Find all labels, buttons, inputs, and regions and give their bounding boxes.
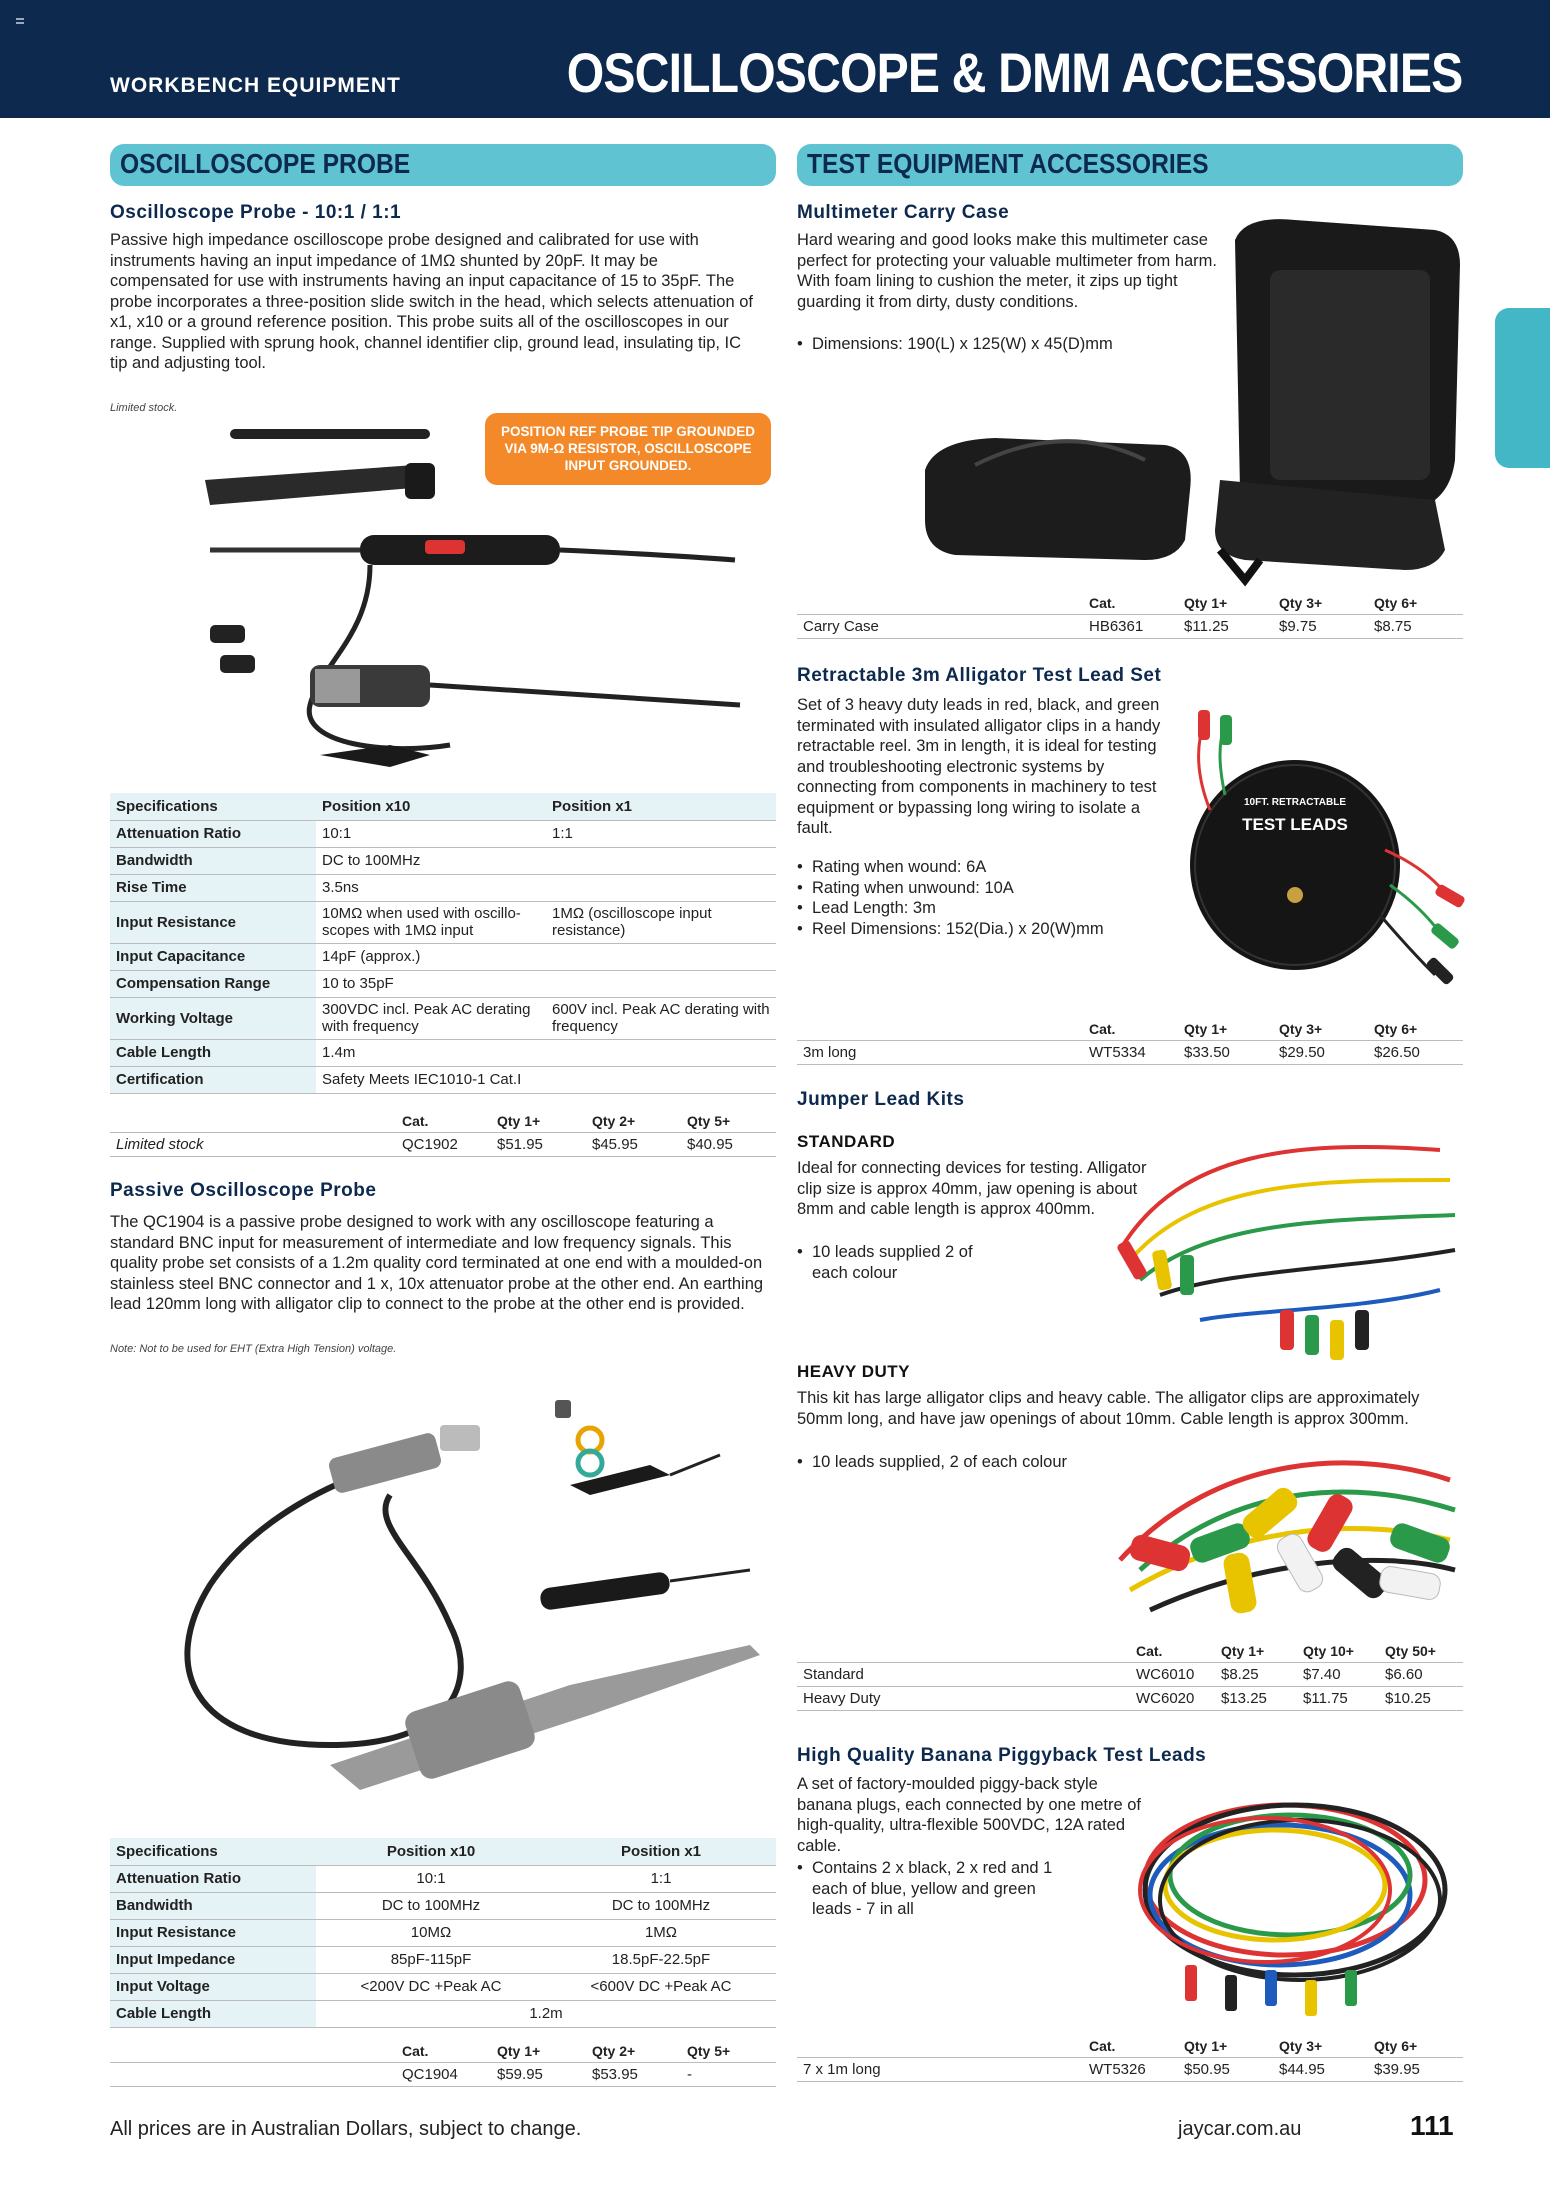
spec-value: 1MΩ <box>546 1919 776 1946</box>
spec-label: Input Impedance <box>110 1946 316 1973</box>
reel-label-big: TEST LEADS <box>1242 815 1348 834</box>
header-cell: Qty 3+ <box>1279 1020 1323 1037</box>
price-cell: $11.75 <box>1297 1686 1379 1710</box>
table-row <box>110 1865 776 1892</box>
table-row <box>110 970 776 997</box>
price-cell: $40.95 <box>681 1132 776 1156</box>
table-row <box>110 997 776 1039</box>
table-row <box>110 1919 776 1946</box>
spec-label: Input Voltage <box>110 1973 316 2000</box>
heavy-duty-jumper-leads-image <box>1100 1440 1470 1640</box>
cat-code: WC6010 <box>1130 1662 1215 1686</box>
table-row <box>110 1066 776 1093</box>
product-title: Oscilloscope Probe - 10:1 / 1:1 <box>110 202 402 223</box>
price-cell: $6.60 <box>1379 1662 1463 1686</box>
feature-list <box>797 1858 1057 1920</box>
spec-value: 1.4m <box>316 1039 546 1066</box>
subheading-heavy-duty: HEAVY DUTY <box>797 1362 911 1381</box>
table-header-row <box>797 1640 1463 1662</box>
header-cell: Specifications <box>110 1838 316 1865</box>
header-cell: Position x1 <box>546 793 776 820</box>
header-cell: Qty 6+ <box>1374 594 1418 611</box>
header-cell: Qty 10+ <box>1303 1642 1354 1659</box>
spec-value <box>546 847 776 874</box>
menu-icon[interactable] <box>16 18 24 24</box>
spec-value: DC to 100MHz <box>546 1892 776 1919</box>
list-item: • Reel Dimensions: 152(Dia.) x 20(W)mm <box>797 919 1177 940</box>
price-cell: $59.95 <box>491 2062 586 2086</box>
footer-note: All prices are in Australian Dollars, subject to change. <box>110 2118 582 2140</box>
product-description: Set of 3 heavy duty leads in red, black, and green terminated with insulated alligator clips in a handy retractable reel. 3m in length, it is ideal for testing and troubleshooting electronic systems by connecting from components in machinery to test equipment or bypassing long wiring to isolate a fault. <box>797 696 1161 837</box>
spec-value: 18.5pF-22.5pF <box>546 1946 776 1973</box>
spec-label: Input Resistance <box>110 901 316 943</box>
reel-label-small: 10FT. RETRACTABLE <box>1243 797 1347 808</box>
table-header-row <box>110 793 776 820</box>
table-row <box>110 943 776 970</box>
cat-code: HB6361 <box>1083 614 1178 638</box>
spec-value: 14pF (approx.) <box>316 943 546 970</box>
price-cell: $7.40 <box>1297 1662 1379 1686</box>
price-table-wt5334 <box>797 1018 1463 1065</box>
price-cell <box>110 2062 396 2086</box>
spec-table-qc1902 <box>110 793 776 1094</box>
table-row <box>110 1892 776 1919</box>
header-cell: Cat. <box>1089 594 1116 611</box>
list-item: • 10 leads supplied 2 of each colour <box>797 1242 987 1283</box>
table-header-row <box>797 592 1463 614</box>
spec-label: Bandwidth <box>110 1892 316 1919</box>
spec-label: Cable Length <box>110 2000 316 2027</box>
spec-value: 300VDC incl. Peak AC derating with frequency <box>316 997 546 1039</box>
standard-jumper-leads-image <box>1100 1120 1470 1370</box>
table-header-row <box>110 1838 776 1865</box>
price-table-wt5326 <box>797 2035 1463 2082</box>
table-row <box>110 1039 776 1066</box>
table-row <box>110 1946 776 1973</box>
product-title: Retractable 3m Alligator Test Lead Set <box>797 665 1162 686</box>
banana-leads-image <box>1115 1770 1470 2030</box>
list-item: • Rating when wound: 6A <box>797 857 1177 878</box>
table-row <box>797 1662 1463 1686</box>
spec-label: Cable Length <box>110 1039 316 1066</box>
price-cell: 3m long <box>797 1040 1083 1064</box>
header-cell: Qty 1+ <box>1184 1020 1228 1037</box>
header-cell: Qty 5+ <box>687 1112 731 1129</box>
feature-list <box>797 857 1177 939</box>
table-row <box>110 901 776 943</box>
spec-value: 10:1 <box>316 1865 546 1892</box>
price-cell: Limited stock <box>110 1132 396 1156</box>
table-row <box>110 1132 776 1156</box>
callout-note: POSITION REF PROBE TIP GROUNDED VIA 9M-Ω RESISTOR, OSCILLOSCOPE INPUT GROUNDED. <box>485 413 771 485</box>
spec-label: Compensation Range <box>110 970 316 997</box>
spec-value: Safety Meets IEC1010-1 Cat.I <box>316 1066 546 1093</box>
spec-value: 10MΩ when used with oscillo-scopes with 1MΩ input <box>316 901 546 943</box>
header-cell <box>797 1018 1083 1040</box>
section-bar-test-equipment: TEST EQUIPMENT ACCESSORIES <box>797 144 1463 186</box>
product-description: Ideal for connecting devices for testing. Alligator clip size is approx 40mm, jaw opening is about 8mm and cable length is approx 400mm. <box>797 1159 1147 1218</box>
header-cell: Qty 1+ <box>497 1112 541 1129</box>
cat-code: QC1904 <box>396 2062 491 2086</box>
price-cell: $13.25 <box>1215 1686 1297 1710</box>
price-cell: $26.50 <box>1368 1040 1463 1064</box>
price-table-hb6361 <box>797 592 1463 639</box>
spec-label: Attenuation Ratio <box>110 820 316 847</box>
spec-value: 10 to 35pF <box>316 970 546 997</box>
spec-label: Input Capacitance <box>110 943 316 970</box>
feature-list <box>797 1242 987 1283</box>
spec-value: <200V DC +Peak AC <box>316 1973 546 2000</box>
list-item: • Contains 2 x black, 2 x red and 1 each of blue, yellow and green leads - 7 in all <box>797 1858 1057 1920</box>
header-cell: Specifications <box>110 793 316 820</box>
price-cell: - <box>681 2062 776 2086</box>
spec-label: Bandwidth <box>110 847 316 874</box>
header-cell: Qty 3+ <box>1279 594 1323 611</box>
table-row <box>110 1973 776 2000</box>
table-row <box>110 874 776 901</box>
price-cell: $39.95 <box>1368 2057 1463 2081</box>
price-cell: Carry Case <box>797 614 1083 638</box>
section-bar-oscilloscope-probe: OSCILLOSCOPE PROBE <box>110 144 776 186</box>
price-cell: $44.95 <box>1273 2057 1368 2081</box>
cat-code: QC1902 <box>396 1132 491 1156</box>
table-row <box>110 820 776 847</box>
table-row <box>797 614 1463 638</box>
price-cell: Heavy Duty <box>797 1686 1130 1710</box>
spec-label: Input Resistance <box>110 1919 316 1946</box>
header-cell: Qty 6+ <box>1374 2037 1418 2054</box>
spec-value <box>546 970 776 997</box>
spec-label: Certification <box>110 1066 316 1093</box>
carry-case-image <box>915 210 1470 590</box>
cat-code: WT5326 <box>1083 2057 1178 2081</box>
usage-note: Note: Not to be used for EHT (Extra High Tension) voltage. <box>110 1343 397 1355</box>
table-row <box>110 2062 776 2086</box>
price-cell: 7 x 1m long <box>797 2057 1083 2081</box>
price-table-qc1904 <box>110 2040 776 2087</box>
stock-note: Limited stock. <box>110 402 178 414</box>
spec-value <box>546 1066 776 1093</box>
table-header-row <box>110 1110 776 1132</box>
product-description: Passive high impedance oscilloscope probe designed and calibrated for use with instruments having an input impedance of 1MΩ shunted by 20pF. It may be compensated for use with instruments having an input capacitance of 15 to 35pF. The probe incorporates a three-position slide switch in the head, which selects attenuation of x1, x10 or a ground reference position. This probe suits all of the oscilloscopes in our range. Supplied with sprung hook, channel identifier clip, ground lead, insulating tip, IC tip and adjusting tool. <box>110 231 753 372</box>
spec-value: DC to 100MHz <box>316 1892 546 1919</box>
header-cell: Qty 1+ <box>497 2042 541 2059</box>
price-cell: Standard <box>797 1662 1130 1686</box>
list-item: • Dimensions: 190(L) x 125(W) x 45(D)mm <box>797 334 1227 355</box>
price-cell: $11.25 <box>1178 614 1273 638</box>
price-cell: $33.50 <box>1178 1040 1273 1064</box>
header-cell: Qty 2+ <box>592 1112 636 1129</box>
list-item: • Rating when unwound: 10A <box>797 878 1177 899</box>
price-table-qc1902 <box>110 1110 776 1157</box>
header-cell: Qty 2+ <box>592 2042 636 2059</box>
table-row <box>797 1686 1463 1710</box>
price-cell: $45.95 <box>586 1132 681 1156</box>
header-cell: Qty 1+ <box>1184 594 1228 611</box>
header-cell: Position x1 <box>546 1838 776 1865</box>
table-header-row <box>110 2040 776 2062</box>
header-cell <box>797 1640 1130 1662</box>
table-row <box>797 1040 1463 1064</box>
table-row <box>110 847 776 874</box>
table-row <box>797 2057 1463 2081</box>
spec-value: 1MΩ (oscilloscope input resistance) <box>546 901 776 943</box>
price-cell: $51.95 <box>491 1132 586 1156</box>
spec-value: 600V incl. Peak AC derating with frequency <box>546 997 776 1039</box>
spec-label: Working Voltage <box>110 997 316 1039</box>
product-description: Hard wearing and good looks make this multimeter case perfect for protecting your valuable multimeter from harm. With foam lining to cushion the meter, it zips up tight guarding it from dirty, dusty conditions. <box>797 231 1218 311</box>
header-cell: Qty 3+ <box>1279 2037 1323 2054</box>
price-cell: $10.25 <box>1379 1686 1463 1710</box>
header-cell: Cat. <box>1136 1642 1163 1659</box>
list-item: • 10 leads supplied, 2 of each colour <box>797 1452 1217 1473</box>
page-number: 111 <box>1410 2110 1454 2141</box>
header-cell <box>110 1110 396 1132</box>
header-cell: Qty 6+ <box>1374 1020 1418 1037</box>
page-header <box>0 0 1550 118</box>
product-title: High Quality Banana Piggyback Test Leads <box>797 1745 1207 1766</box>
spec-value: 1:1 <box>546 820 776 847</box>
spec-value: 85pF-115pF <box>316 1946 546 1973</box>
table-header-row <box>797 2035 1463 2057</box>
header-cell <box>797 592 1083 614</box>
section-side-tab[interactable] <box>1495 308 1550 468</box>
spec-value <box>546 1039 776 1066</box>
spec-value: 1:1 <box>546 1865 776 1892</box>
page-title: OSCILLOSCOPE & DMM ACCESSORIES <box>566 41 1462 104</box>
header-cell <box>110 2040 396 2062</box>
header-cell: Position x10 <box>316 793 546 820</box>
header-cell: Cat. <box>402 2042 429 2059</box>
product-description: A set of factory-moulded piggy-back style banana plugs, each connected by one metre of high-quality, ultra-flexible 500VDC, 12A rated cable. <box>797 1775 1141 1855</box>
subheading-standard: STANDARD <box>797 1132 896 1151</box>
passive-probe-image <box>130 1385 770 1805</box>
header-cell: Qty 5+ <box>687 2042 731 2059</box>
product-description: The QC1904 is a passive probe designed to work with any oscilloscope featuring a standard BNC input for measurement of intermediate and low frequency signals. This quality probe set consists of a 1.2m quality cord terminated at one end with a moulded-on stainless steel BNC connector and 1 x, 10x attenuator probe at the other end. An earthing lead 120mm long with alligator clip to connect to the probe at the other end is provided. <box>110 1213 764 1313</box>
spec-table-qc1904 <box>110 1838 776 2028</box>
price-cell: $50.95 <box>1178 2057 1273 2081</box>
spec-value: <600V DC +Peak AC <box>546 1973 776 2000</box>
section-label: WORKBENCH EQUIPMENT <box>110 74 401 97</box>
table-row <box>110 2000 776 2027</box>
header-cell: Qty 1+ <box>1184 2037 1228 2054</box>
cat-code: WT5334 <box>1083 1040 1178 1064</box>
product-description: This kit has large alligator clips and heavy cable. The alligator clips are approximately 50mm long, and have jaw openings of about 10mm. Cable length is approx 300mm. <box>797 1389 1420 1428</box>
spec-value <box>546 943 776 970</box>
list-item: • Lead Length: 3m <box>797 898 1177 919</box>
cat-code: WC6020 <box>1130 1686 1215 1710</box>
spec-value: DC to 100MHz <box>316 847 546 874</box>
price-cell: $9.75 <box>1273 614 1368 638</box>
footer-website-link[interactable]: jaycar.com.au <box>1178 2118 1302 2140</box>
header-cell: Qty 50+ <box>1385 1642 1436 1659</box>
header-cell: Cat. <box>1089 2037 1116 2054</box>
spec-value <box>546 874 776 901</box>
spec-value: 10MΩ <box>316 1919 546 1946</box>
spec-value: 10:1 <box>316 820 546 847</box>
header-cell: Cat. <box>1089 1020 1116 1037</box>
header-cell: Cat. <box>402 1112 429 1129</box>
price-cell: $53.95 <box>586 2062 681 2086</box>
spec-value: 1.2m <box>316 2000 776 2027</box>
spec-value: 3.5ns <box>316 874 546 901</box>
price-table-jumper <box>797 1640 1463 1711</box>
header-cell: Position x10 <box>316 1838 546 1865</box>
spec-label: Attenuation Ratio <box>110 1865 316 1892</box>
spec-label: Rise Time <box>110 874 316 901</box>
retractable-reel-image <box>1170 700 1470 1000</box>
product-title: Passive Oscilloscope Probe <box>110 1180 377 1201</box>
header-cell <box>797 2035 1083 2057</box>
product-title: Multimeter Carry Case <box>797 202 1010 223</box>
product-title: Jumper Lead Kits <box>797 1089 965 1110</box>
table-header-row <box>797 1018 1463 1040</box>
price-cell: $8.25 <box>1215 1662 1297 1686</box>
header-cell: Qty 1+ <box>1221 1642 1265 1659</box>
price-cell: $8.75 <box>1368 614 1463 638</box>
price-cell: $29.50 <box>1273 1040 1368 1064</box>
